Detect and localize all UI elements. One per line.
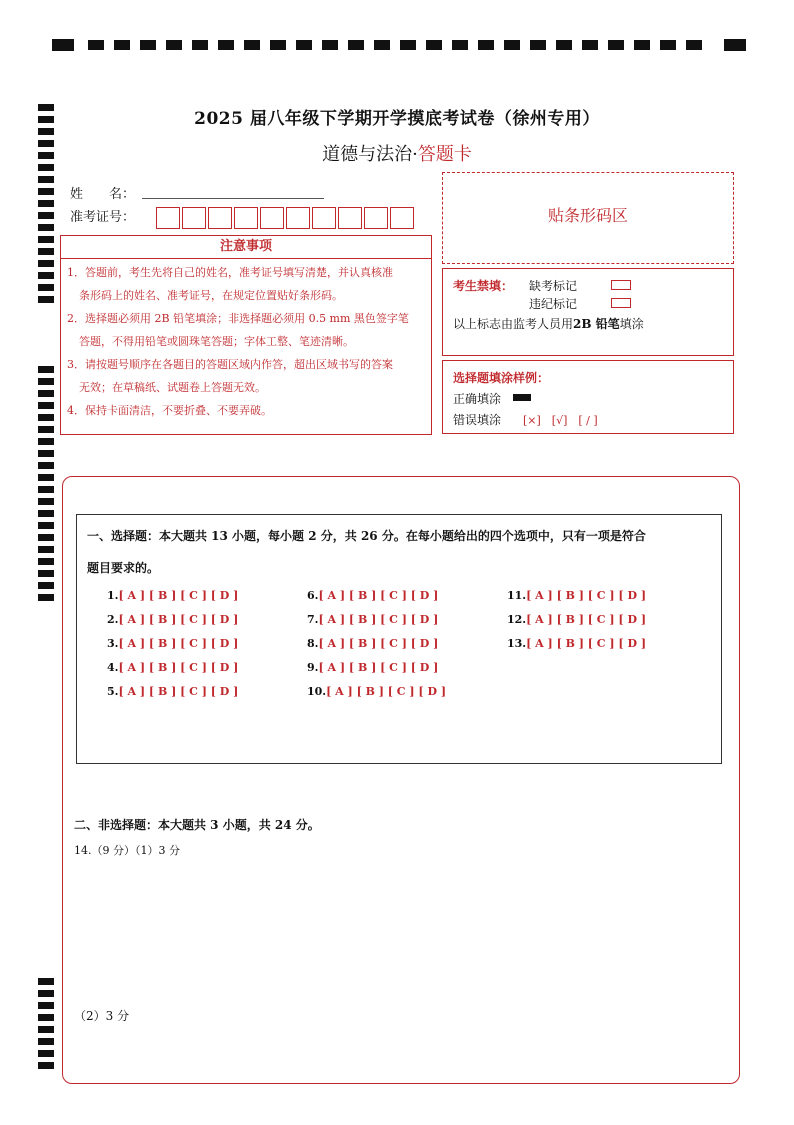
question-options[interactable]: [ A ] [ B ] [ C ] [ D ] — [118, 613, 239, 626]
examiner-only-box — [442, 268, 734, 356]
answer-space-14-1[interactable] — [80, 862, 720, 1000]
absent-label: 缺考标记 — [529, 279, 578, 293]
notice-line: 2．选择题必须用 2B 铅笔填涂；非选择题必须用 0.5 mm 黑色签字笔 — [67, 312, 409, 325]
ban-title: 考生禁填： — [453, 279, 514, 293]
question-number: 8. — [307, 637, 319, 650]
question-options[interactable]: [ A ] [ B ] [ C ] [ D ] — [318, 637, 439, 650]
question-number: 1. — [107, 589, 119, 602]
question-7[interactable] — [307, 613, 438, 626]
notice-line: 答题，不得用铅笔或圆珠笔答题；字体工整、笔迹清晰。 — [79, 335, 354, 348]
question-number: 11. — [507, 589, 527, 602]
question-options[interactable]: [ A ] [ B ] [ C ] [ D ] — [118, 637, 239, 650]
question-options[interactable]: [ A ] [ B ] [ C ] [ D ] — [526, 637, 647, 650]
correct-fill-mark — [513, 394, 531, 401]
question-number: 6. — [307, 589, 319, 602]
question-options[interactable]: [ A ] [ B ] [ C ] [ D ] — [118, 589, 239, 602]
question-options[interactable]: [ A ] [ B ] [ C ] [ D ] — [326, 685, 447, 698]
id-label: 准考证号： — [70, 210, 136, 225]
wrong-marks: [×] [√] [ / ] — [523, 414, 598, 427]
question-options[interactable]: [ A ] [ B ] [ C ] [ D ] — [526, 589, 647, 602]
answer-space-14-2[interactable] — [80, 1028, 720, 1074]
notice-line: 无效；在草稿纸、试题卷上答题无效。 — [79, 381, 266, 394]
notice-line: 4．保持卡面清洁，不要折叠、不要弄破。 — [67, 404, 272, 417]
correct-label: 正确填涂 — [453, 392, 502, 406]
violation-mark[interactable] — [611, 298, 631, 308]
question-number: 2. — [107, 613, 119, 626]
name-label: 姓 名： — [70, 187, 136, 202]
question-number: 13. — [507, 637, 527, 650]
absent-mark[interactable] — [611, 280, 631, 290]
question-6[interactable] — [307, 589, 438, 602]
question-12[interactable] — [507, 613, 646, 626]
section2-title: 二、非选择题：本大题共 3 小题，共 24 分。 — [74, 818, 320, 832]
sample-title: 选择题填涂样例： — [453, 371, 550, 385]
question-options[interactable]: [ A ] [ B ] [ C ] [ D ] — [318, 613, 439, 626]
section1-title-line2: 题目要求的。 — [87, 561, 160, 575]
question-10[interactable] — [307, 685, 446, 698]
question-number: 4. — [107, 661, 119, 674]
name-field[interactable] — [142, 198, 324, 199]
timing-marks-top — [52, 38, 752, 52]
question-1[interactable] — [107, 589, 238, 602]
question-2[interactable] — [107, 613, 238, 626]
question-options[interactable]: [ A ] [ B ] [ C ] [ D ] — [118, 661, 239, 674]
ban-note-prefix: 以上标志由监考人员用 — [453, 317, 574, 331]
question-options[interactable]: [ A ] [ B ] [ C ] [ D ] — [318, 661, 439, 674]
fill-sample-box — [442, 360, 734, 434]
question-4[interactable] — [107, 661, 238, 674]
subject-name: 道德与法治· — [322, 144, 418, 165]
answer-card-label: 答题卡 — [417, 144, 472, 165]
question-11[interactable] — [507, 589, 646, 602]
ban-note — [453, 315, 644, 332]
question-3[interactable] — [107, 637, 238, 650]
notice-line: 条形码上的姓名、准考证号，在规定位置贴好条形码。 — [79, 289, 343, 302]
barcode-area[interactable]: 贴条形码区 — [442, 172, 734, 264]
notice-line: 1．答题前，考生先将自己的姓名，准考证号填写清楚，并认真核准 — [67, 266, 393, 279]
question-number: 5. — [107, 685, 119, 698]
question-5[interactable] — [107, 685, 238, 698]
violation-label: 违纪标记 — [529, 297, 578, 311]
ban-note-suffix: 填涂 — [619, 317, 644, 331]
notice-heading: 注意事项 — [60, 235, 432, 259]
question-number: 7. — [307, 613, 319, 626]
ban-note-bold: 2B 铅笔 — [573, 317, 620, 331]
exam-title: 2025 届八年级下学期开学摸底考试卷（徐州专用） — [194, 109, 600, 129]
question-13[interactable] — [507, 637, 646, 650]
section1-title-line1: 一、选择题：本大题共 13 小题，每小题 2 分，共 26 分。在每小题给出的四个选项中，只有一项是符合 — [87, 529, 646, 543]
question-14-label: 14.（9 分）（1）3 分 — [74, 844, 180, 857]
question-number: 12. — [507, 613, 527, 626]
question-options[interactable]: [ A ] [ B ] [ C ] [ D ] — [318, 589, 439, 602]
question-8[interactable] — [307, 637, 438, 650]
question-number: 9. — [307, 661, 319, 674]
subtitle — [0, 140, 794, 166]
question-number: 3. — [107, 637, 119, 650]
question-number: 10. — [307, 685, 327, 698]
question-14-part2-label: （2）3 分 — [74, 1009, 130, 1023]
question-9[interactable] — [307, 661, 438, 674]
notice-line: 3．请按题号顺序在各题目的答题区域内作答，超出区域书写的答案 — [67, 358, 393, 371]
question-options[interactable]: [ A ] [ B ] [ C ] [ D ] — [526, 613, 647, 626]
question-options[interactable]: [ A ] [ B ] [ C ] [ D ] — [118, 685, 239, 698]
wrong-label: 错误填涂 — [453, 413, 502, 427]
notice-box — [60, 258, 432, 435]
mcq-section — [76, 514, 722, 764]
